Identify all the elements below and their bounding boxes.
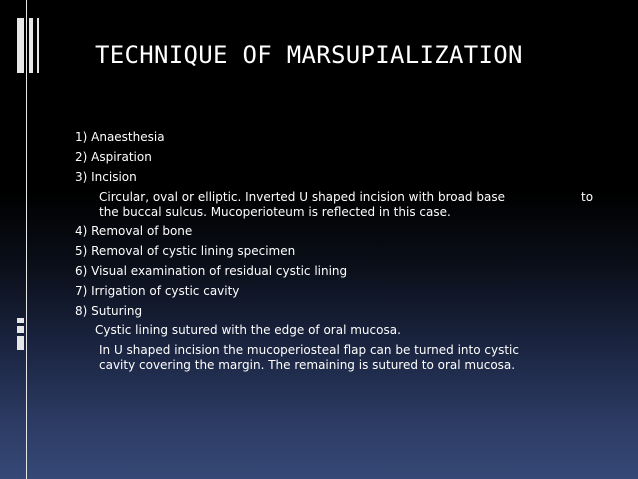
list-item-aspiration: 2) Aspiration (75, 149, 152, 164)
left-vertical-rule (26, 0, 27, 479)
slide-body (75, 128, 605, 373)
list-item-irrigation: 7) Irrigation of cystic cavity (75, 283, 240, 298)
list-item-removal-of-lining: 5) Removal of cystic lining specimen (75, 244, 296, 259)
suturing-detail-paragraph (75, 341, 605, 373)
accent-bar-mid (17, 318, 24, 323)
accent-bar-top-small (29, 18, 33, 73)
list-item-removal-of-bone: 4) Removal of bone (75, 224, 193, 239)
list-item-anaesthesia: 1) Anaesthesia (75, 130, 165, 144)
accent-bar-mid-3 (17, 336, 24, 350)
slide-title: TECHNIQUE OF MARSUPIALIZATION (95, 41, 523, 69)
accent-bar-mid-2 (17, 326, 24, 333)
suturing-detail-line2: In U shaped incision the mucoperiosteal flap can be turned into cystic (99, 343, 519, 358)
suturing-detail-line3: cavity covering the margin. The remaining is sutured to oral mucosa. (99, 358, 516, 373)
list-item-incision: 3) Incision (75, 169, 137, 184)
incision-detail-line1: Circular, oval or elliptic. Inverted U shaped incision with broad base (99, 190, 505, 205)
incision-detail (75, 187, 605, 222)
suturing-detail-line1: Cystic lining sutured with the edge of oral mucosa. (95, 323, 401, 338)
incision-detail-line2: the buccal sulcus. Mucoperioteum is reflected in this case. (99, 205, 451, 220)
accent-bar-top (17, 18, 24, 73)
list-item-suturing: 8) Suturing (75, 303, 143, 318)
list-item-visual-examination: 6) Visual examination of residual cystic lining (75, 263, 348, 278)
accent-bar-top-thin (37, 18, 39, 73)
incision-detail-line1-end: to (581, 190, 594, 205)
